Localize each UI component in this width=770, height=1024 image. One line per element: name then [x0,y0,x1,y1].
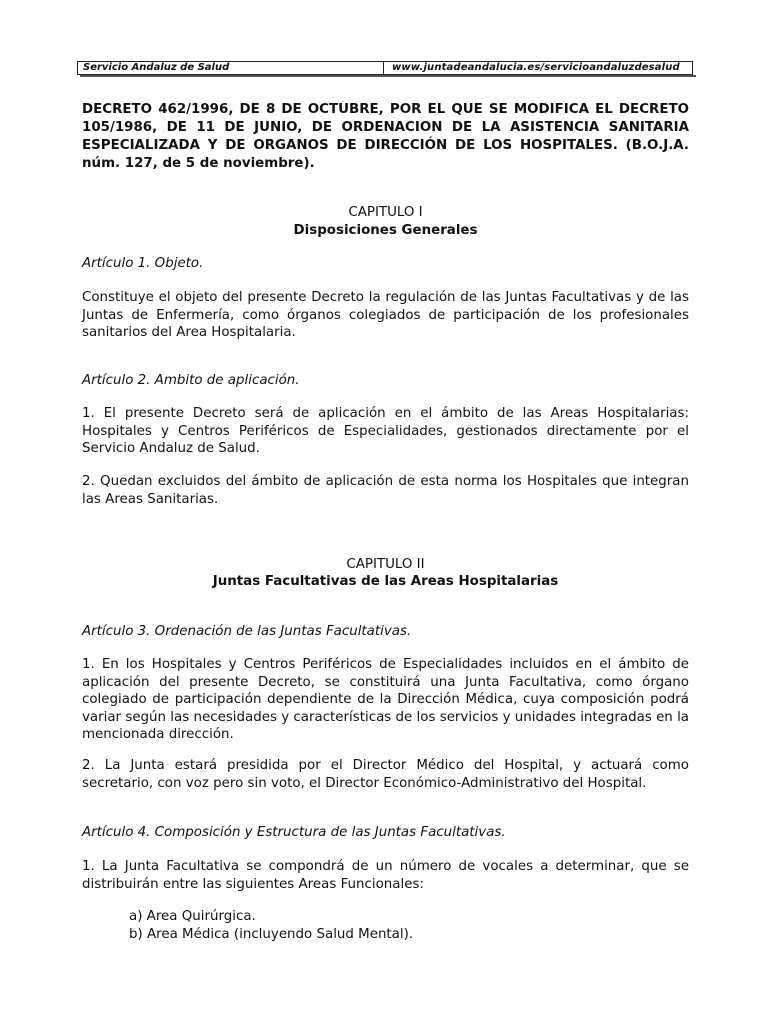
article-3-paragraph-1: 1. En los Hospitales y Centros Periféricos de Especialidades incluidos en el ámbito de aplicación del presente Decreto, se constituirá una Junta Facultativa, como órgano colegiado de participación dependiente de la Dirección Médica, cuya composición podrá variar según las necesidades y características de los servicios y unidades integradas en la mencionada dirección. [82,657,689,742]
article-4-heading: Artículo 4. Composición y Estructura de las Juntas Facultativas. [82,825,506,840]
header-url: www.juntadeandalucia.es/servicioandaluzdesalud [392,62,680,73]
chapter-2-name: Juntas Facultativas de las Areas Hospitalarias [212,574,559,589]
article-2-paragraph-1: 1. El presente Decreto será de aplicación en el ámbito de las Areas Hospitalarias: Hospitales y Centros Periféricos de Especialidades, gestionados directamente por el Servicio Andaluz de Salud. [82,406,689,456]
chapter-2-label: CAPITULO II [346,557,425,572]
article-1-heading: Artículo 1. Objeto. [82,256,204,271]
header-shadow [80,75,696,77]
decree-title-reference: . (B.O.J.A. núm. 127, de 5 de noviembre). [82,138,689,171]
article-4-paragraph-1: 1. La Junta Facultativa se compondrá de un número de vocales a determinar, que se distribuirán entre las siguientes Areas Funcionales: [82,859,689,892]
page-header [77,61,693,75]
list-item: b) Area Médica (incluyendo Salud Mental). [129,927,414,942]
chapter-1-name: Disposiciones Generales [293,223,478,238]
chapter-1-label: CAPITULO I [348,205,423,220]
article-2-paragraph-2: 2. Quedan excluidos del ámbito de aplicación de esta norma los Hospitales que integran las Areas Sanitarias. [82,474,689,507]
decree-title [82,101,689,173]
decree-title-main: DECRETO 462/1996, DE 8 DE OCTUBRE, POR EL QUE SE MODIFICA EL DECRETO 105/1986, DE 11 DE JUNIO, DE ORDENACION DE LA ASISTENCIA SANITARIA ESPECIALIZADA Y DE ORGANOS DE DIRECCIÓN DE LOS HOSPITALES [82,102,689,153]
list-item: a) Area Quirúrgica. [129,909,256,924]
article-3-heading: Artículo 3. Ordenación de las Juntas Facultativas. [82,624,412,639]
article-3-paragraph-2: 2. La Junta estará presidida por el Director Médico del Hospital, y actuará como secretario, con voz pero sin voto, el Director Económico-Administrativo del Hospital. [82,758,689,791]
article-1-paragraph: Constituye el objeto del presente Decreto la regulación de las Juntas Facultativas y de las Juntas de Enfermería, como órganos colegiados de participación de los profesionales sanitarios del Area Hospitalaria. [82,290,689,340]
article-2-heading: Artículo 2. Ambito de aplicación. [82,373,300,388]
header-organization: Servicio Andaluz de Salud [78,62,384,74]
